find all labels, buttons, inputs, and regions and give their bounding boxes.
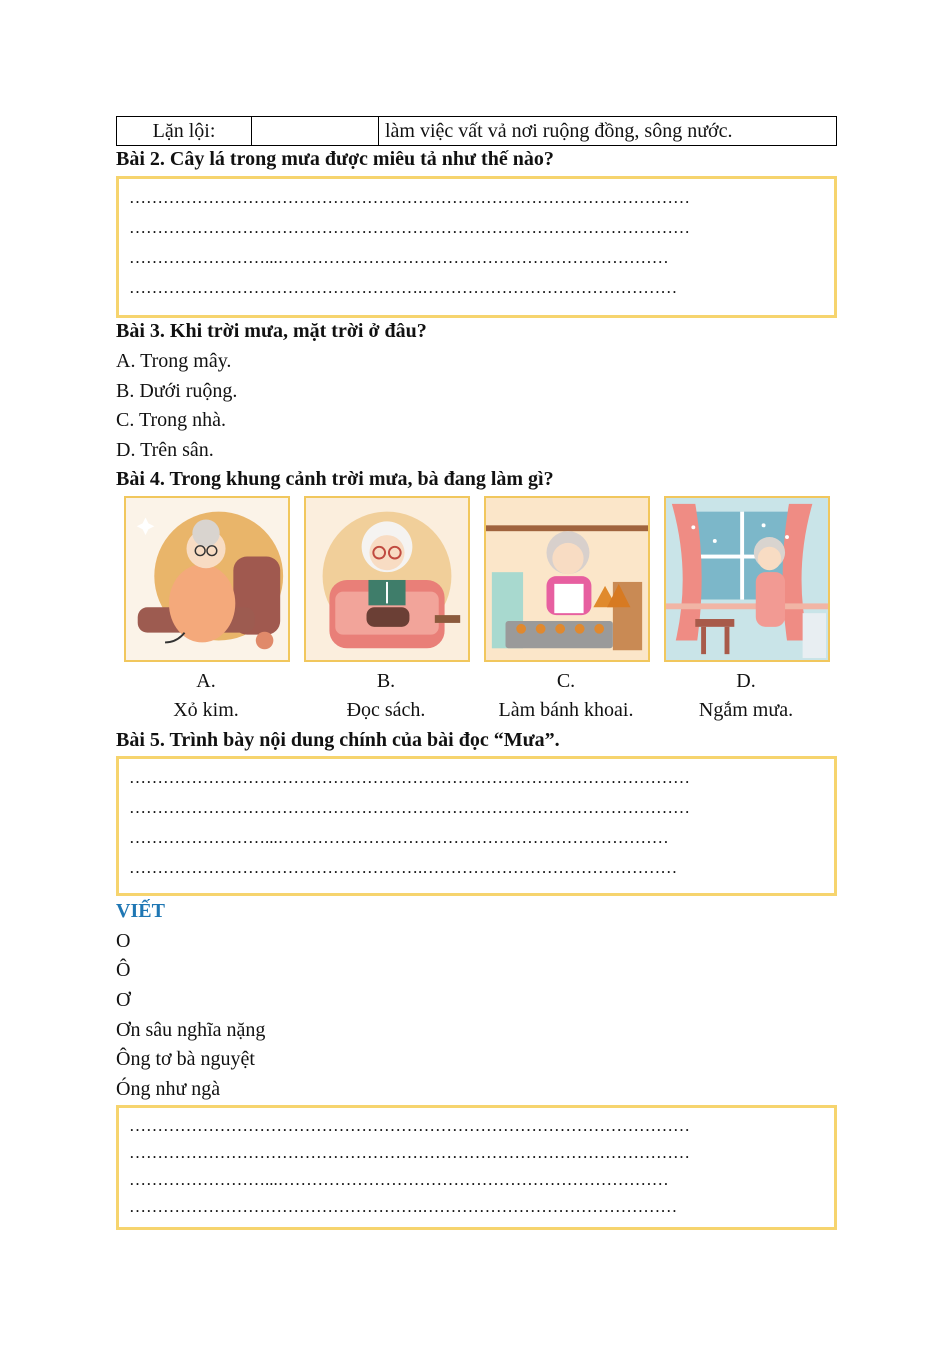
answer-line: ……………………………………………………………………………………… [129, 798, 690, 817]
answer-line: …………………………………………….……………………………………… [129, 1197, 678, 1216]
bai3-option-a[interactable]: A. Trong mây. [116, 350, 232, 372]
bai2-answer-box[interactable] [116, 176, 837, 318]
viet-heading: VIẾT [116, 900, 165, 922]
bai4-letter-d: D. [736, 670, 756, 692]
bai4-text-c: Làm bánh khoai. [498, 699, 634, 721]
answer-line: ……………………………………………………………………………………… [129, 1143, 690, 1162]
answer-line: ……………………………………………………………………………………… [129, 1116, 690, 1135]
picture-reading-book[interactable] [304, 496, 470, 662]
bai3-title: Bài 3. Khi trời mưa, mặt trời ở đâu? [116, 320, 427, 342]
bai4-text-d: Ngắm mưa. [698, 699, 794, 721]
viet-line: Óng như ngà [116, 1078, 221, 1100]
viet-line: Ông tơ bà nguyệt [116, 1048, 255, 1070]
answer-line: ……………………………………………………………………………………… [129, 188, 690, 207]
bai4-text-a: Xỏ kim. [173, 699, 239, 721]
bai4-pictures [124, 496, 830, 662]
bai4-title: Bài 4. Trong khung cảnh trời mưa, bà đang làm gì? [116, 468, 554, 490]
picture-baking-cakes[interactable] [484, 496, 650, 662]
answer-line: ……………………...…………………………………………………………… [129, 828, 669, 847]
viet-line: Ô [116, 959, 131, 981]
answer-line: …………………………………………….……………………………………… [129, 858, 678, 877]
viet-line: Ơ [116, 989, 131, 1011]
answer-line: ……………………...…………………………………………………………… [129, 1170, 669, 1189]
bai5-answer-box[interactable] [116, 756, 837, 896]
bai2-title: Bài 2. Cây lá trong mưa được miêu tả như thế nào? [116, 148, 554, 170]
answer-line: ……………………………………………………………………………………… [129, 768, 690, 787]
bai4-text-b: Đọc sách. [346, 699, 426, 721]
answer-line: ……………………………………………………………………………………… [129, 218, 690, 237]
vocab-table-row [116, 116, 837, 146]
viet-line: Ơn sâu nghĩa nặng [116, 1019, 266, 1041]
bai4-letter-b: B. [376, 670, 396, 692]
bai4-letter-c: C. [556, 670, 576, 692]
answer-line: …………………………………………….……………………………………… [129, 278, 678, 297]
bai3-option-d[interactable]: D. Trên sân. [116, 439, 214, 461]
vocab-blank-cell[interactable] [252, 117, 379, 145]
vocab-meaning-cell: làm việc vất vả nơi ruộng đồng, sông nước. [385, 119, 733, 142]
viet-answer-box[interactable] [116, 1105, 837, 1230]
picture-watching-rain[interactable] [664, 496, 830, 662]
viet-line: O [116, 930, 131, 952]
bai3-option-b[interactable]: B. Dưới ruộng. [116, 380, 238, 402]
answer-line: ……………………...…………………………………………………………… [129, 248, 669, 267]
bai5-title: Bài 5. Trình bày nội dung chính của bài đọc “Mưa”. [116, 729, 560, 751]
bai3-option-c[interactable]: C. Trong nhà. [116, 409, 227, 431]
bai4-letter-a: A. [196, 670, 216, 692]
vocab-word-cell: Lặn lội: [117, 117, 252, 145]
picture-threading-needle[interactable] [124, 496, 290, 662]
